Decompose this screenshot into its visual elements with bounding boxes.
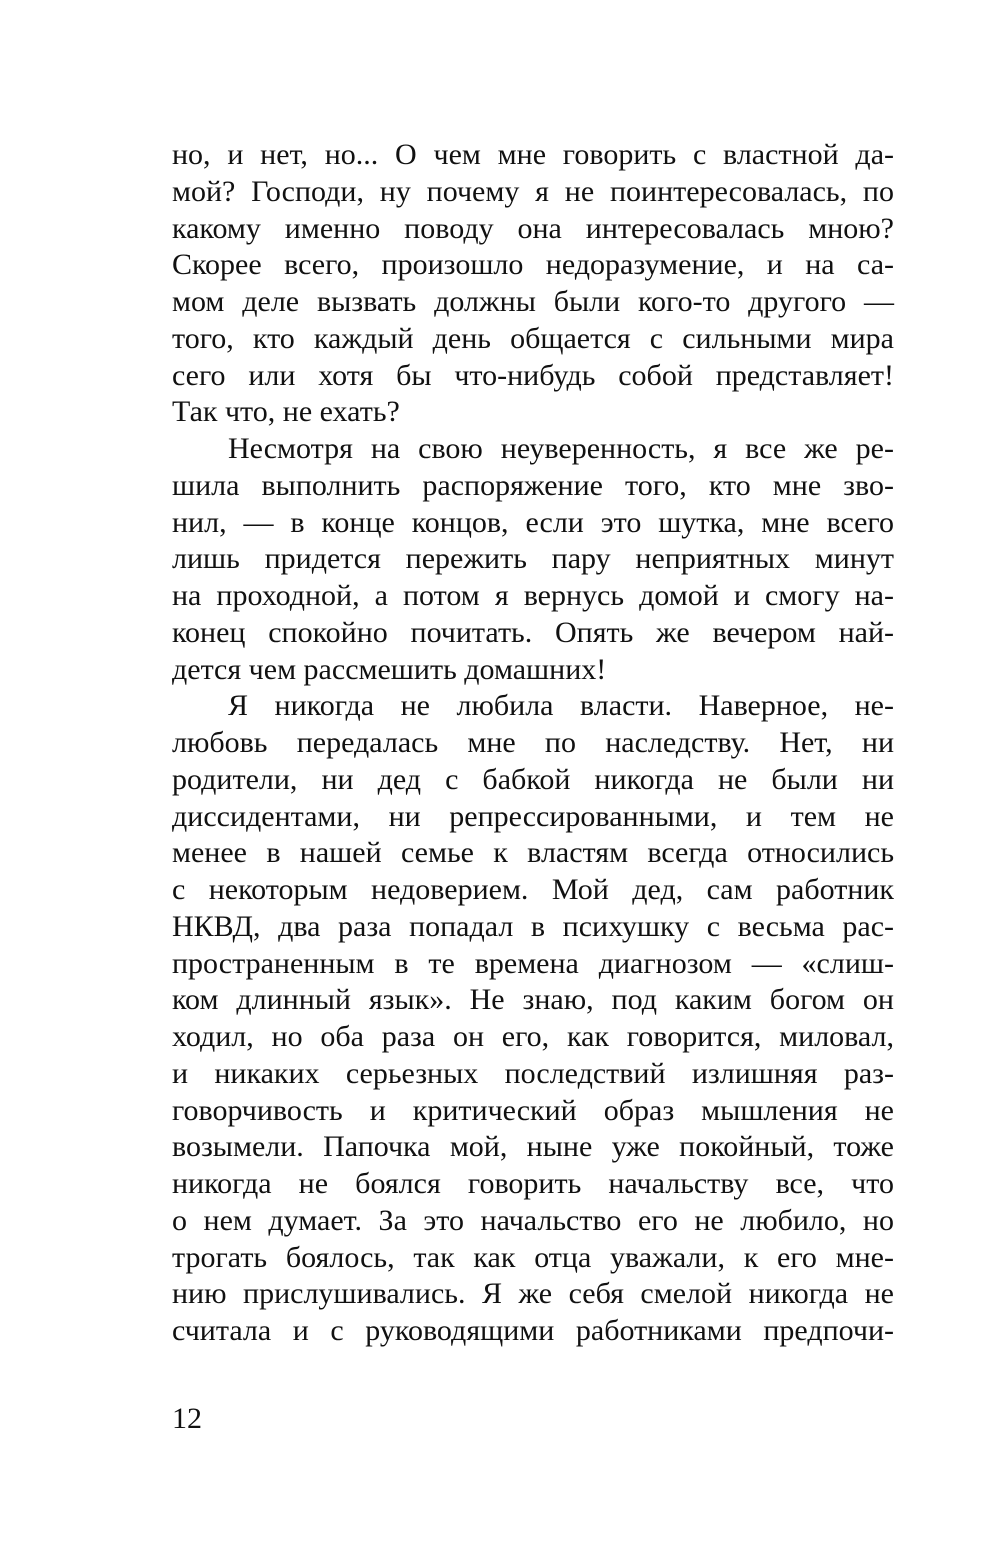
text-line: никогда не боялся говорить начальству все, что	[172, 1167, 894, 1200]
text-line: мом деле вызвать должны были кого-то другого —	[172, 285, 894, 318]
text-line: шила выполнить распоряжение того, кто мне зво-	[172, 468, 894, 502]
text-line: Так что, не ехать?	[172, 395, 400, 429]
text-line: нию прислушивались. Я же себя смелой никогда не	[172, 1277, 894, 1311]
text-line: Несмотря на свою неуверенность, я все же ре-	[228, 432, 894, 465]
text-line: с некоторым недоверием. Мой дед, сам работник	[172, 873, 894, 906]
text-line: мой? Господи, ну почему я не поинтересовалась, по	[172, 174, 894, 208]
text-line: какому именно поводу она интересовалась мною?	[172, 211, 894, 245]
text-line: на проходной, а потом я вернусь домой и смогу на-	[172, 579, 894, 612]
text-line: пространенным в те времена диагнозом — «слиш-	[172, 946, 894, 980]
text-line: дется чем рассмешить домашних!	[172, 652, 607, 686]
text-line: ком длинный язык». Не знаю, под каким богом он	[172, 983, 894, 1017]
text-line: о нем думает. За это начальство его не любило, но	[172, 1203, 894, 1237]
page-number: 12	[172, 1402, 202, 1435]
text-line: того, кто каждый день общается с сильными мира	[172, 321, 894, 355]
text-line: Я никогда не любила власти. Наверное, не-	[228, 689, 894, 723]
text-line: любовь передалась мне по наследству. Нет, ни	[172, 726, 894, 759]
text-line: и никаких серьезных последствий излишняя раз-	[172, 1056, 894, 1090]
text-line: менее в нашей семье к властям всегда относились	[172, 836, 894, 870]
text-line: конец спокойно почитать. Опять же вечером най-	[172, 615, 894, 649]
text-line: лишь придется пережить пару неприятных минут	[172, 542, 894, 576]
text-line: но, и нет, но... О чем мне говорить с властной да-	[172, 138, 894, 171]
text-line: Скорее всего, произошло недоразумение, и на са-	[172, 248, 894, 282]
text-line: родители, ни дед с бабкой никогда не были ни	[172, 762, 894, 796]
text-line: возымели. Папочка мой, ныне уже покойный, тоже	[172, 1130, 894, 1164]
text-line: говорчивость и критический образ мышления не	[172, 1093, 894, 1127]
body-text	[172, 137, 894, 1350]
text-line: сего или хотя бы что-нибудь собой представляет!	[172, 358, 894, 392]
text-line: НКВД, два раза попадал в психушку с весьма рас-	[172, 909, 894, 943]
text-line: диссидентами, ни репрессированными, и тем не	[172, 799, 894, 833]
text-line: считала и с руководящими работниками предпочи-	[172, 1314, 894, 1347]
text-line: трогать боялось, так как отца уважали, к его мне-	[172, 1240, 894, 1274]
text-line: ходил, но оба раза он его, как говорится, миловал,	[172, 1020, 894, 1053]
text-line: нил, — в конце концов, если это шутка, мне всего	[172, 505, 894, 539]
